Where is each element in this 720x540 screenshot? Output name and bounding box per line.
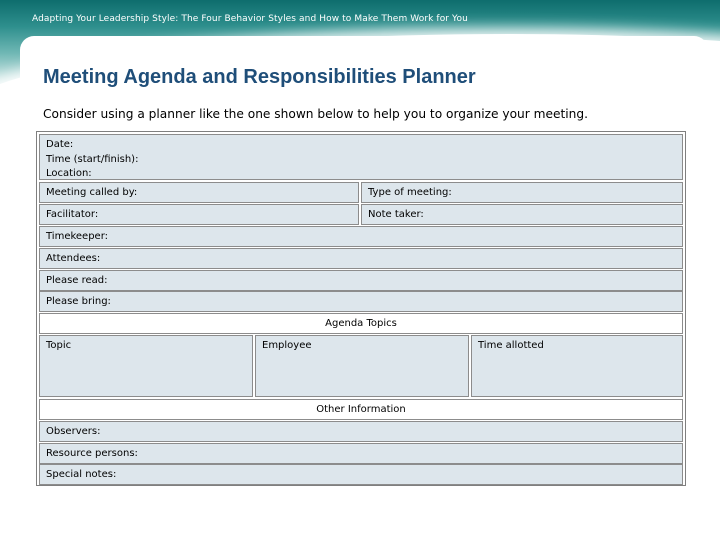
slide-subtitle: Consider using a planner like the one shown below to help you to organize your meeting. (43, 107, 589, 121)
topic-column[interactable]: Topic (39, 335, 253, 397)
facilitator-field[interactable]: Facilitator: (39, 204, 359, 225)
time-label: Time (start/finish): (46, 153, 139, 165)
slide-title: Meeting Agenda and Responsibilities Planner (43, 66, 476, 88)
meeting-called-by-field[interactable]: Meeting called by: (39, 182, 359, 203)
date-label: Date: (46, 139, 74, 150)
special-notes-field[interactable]: Special notes: (39, 464, 683, 485)
timekeeper-field[interactable]: Timekeeper: (39, 226, 683, 247)
please-bring-field[interactable]: Please bring: (39, 291, 683, 312)
employee-column[interactable]: Employee (255, 335, 469, 397)
date-time-location-cell[interactable] (39, 134, 683, 180)
please-read-field[interactable]: Please read: (39, 270, 683, 291)
meeting-planner-form (36, 131, 686, 486)
observers-field[interactable]: Observers: (39, 421, 683, 442)
course-title: Adapting Your Leadership Style: The Four Behavior Styles and How to Make Them Work for You (32, 14, 468, 24)
other-information-header: Other Information (39, 399, 683, 420)
location-label: Location: (46, 168, 92, 179)
agenda-topics-header: Agenda Topics (39, 313, 683, 334)
type-of-meeting-field[interactable]: Type of meeting: (361, 182, 683, 203)
note-taker-field[interactable]: Note taker: (361, 204, 683, 225)
attendees-field[interactable]: Attendees: (39, 248, 683, 269)
resource-persons-field[interactable]: Resource persons: (39, 443, 683, 464)
time-allotted-column[interactable]: Time allotted (471, 335, 683, 397)
